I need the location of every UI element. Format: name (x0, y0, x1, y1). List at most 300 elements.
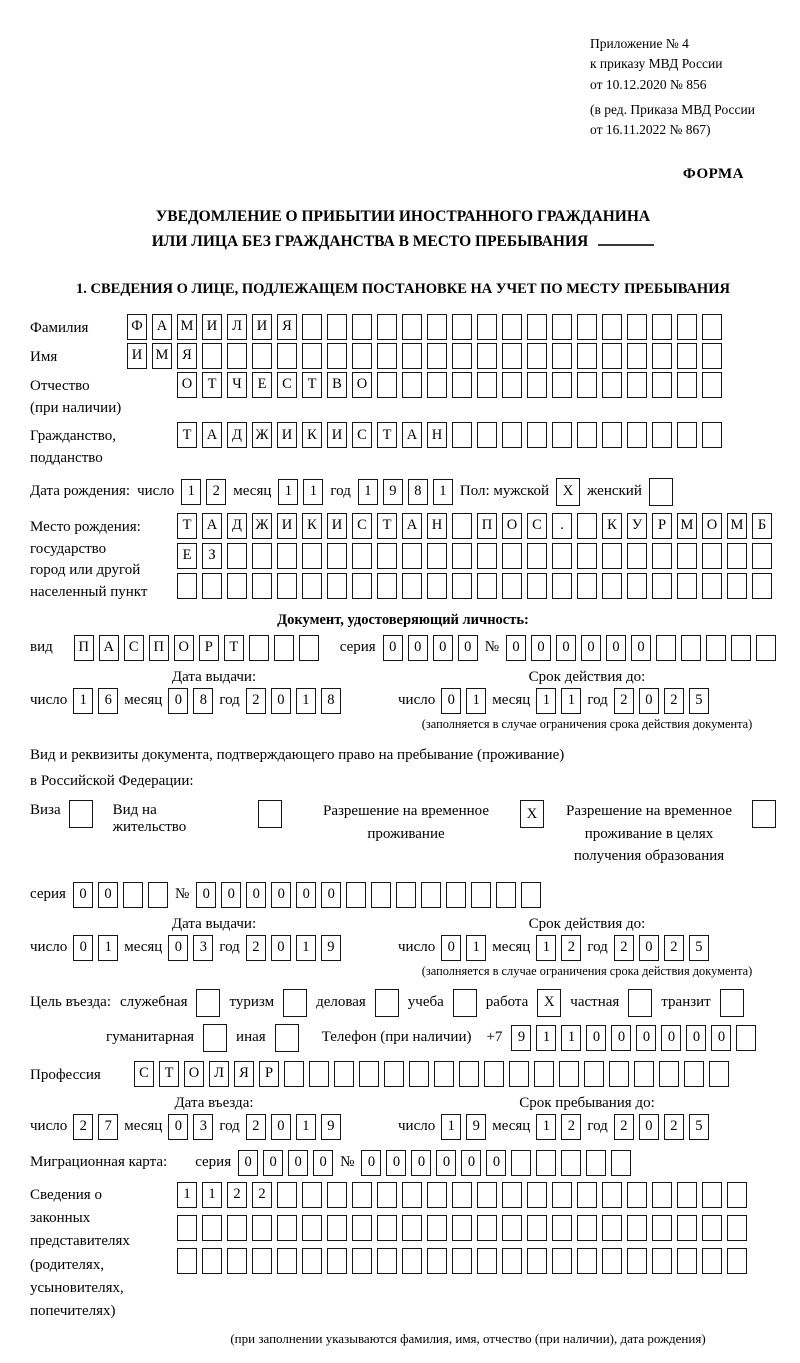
form-cell[interactable]: 2 (252, 1182, 272, 1208)
form-cell[interactable]: О (502, 513, 522, 539)
form-cell[interactable]: 8 (193, 688, 213, 714)
form-cell[interactable] (274, 635, 294, 661)
form-cell[interactable]: 0 (271, 688, 291, 714)
form-cell[interactable] (602, 314, 622, 340)
form-cell[interactable]: 0 (461, 1150, 481, 1176)
form-cell[interactable]: Ч (227, 372, 247, 398)
form-cell[interactable] (577, 513, 597, 539)
form-cell[interactable]: 2 (664, 1114, 684, 1140)
form-cell[interactable] (377, 372, 397, 398)
form-cell[interactable]: К (302, 422, 322, 448)
form-cell[interactable] (302, 573, 322, 599)
form-cell[interactable]: 0 (386, 1150, 406, 1176)
form-cell[interactable]: С (527, 513, 547, 539)
form-cell[interactable] (527, 573, 547, 599)
form-cell[interactable] (427, 343, 447, 369)
form-cell[interactable] (677, 573, 697, 599)
form-cell[interactable]: 2 (664, 935, 684, 961)
form-cell[interactable]: 0 (196, 882, 216, 908)
form-cell[interactable] (452, 372, 472, 398)
form-cell[interactable] (659, 1061, 679, 1087)
form-cell[interactable]: 1 (561, 688, 581, 714)
form-cell[interactable] (527, 1182, 547, 1208)
form-cell[interactable] (258, 800, 282, 828)
form-cell[interactable] (552, 1182, 572, 1208)
form-cell[interactable] (452, 1215, 472, 1241)
form-cell[interactable]: 0 (686, 1025, 706, 1051)
form-cell[interactable] (227, 543, 247, 569)
form-cell[interactable]: Я (234, 1061, 254, 1087)
form-cell[interactable]: 8 (321, 688, 341, 714)
form-cell[interactable] (577, 543, 597, 569)
form-cell[interactable]: О (702, 513, 722, 539)
form-cell[interactable] (434, 1061, 454, 1087)
form-cell[interactable]: 1 (561, 1025, 581, 1051)
form-cell[interactable]: 0 (486, 1150, 506, 1176)
form-cell[interactable] (302, 343, 322, 369)
form-cell[interactable] (559, 1061, 579, 1087)
form-cell[interactable]: 9 (383, 479, 403, 505)
form-cell[interactable]: Р (199, 635, 219, 661)
form-cell[interactable]: 1 (536, 688, 556, 714)
form-cell[interactable] (602, 1248, 622, 1274)
form-cell[interactable] (602, 422, 622, 448)
form-cell[interactable] (577, 314, 597, 340)
form-cell[interactable] (427, 1248, 447, 1274)
form-cell[interactable] (446, 882, 466, 908)
form-cell[interactable] (634, 1061, 654, 1087)
form-cell[interactable]: И (277, 422, 297, 448)
form-cell[interactable]: Д (227, 422, 247, 448)
form-cell[interactable] (527, 343, 547, 369)
form-cell[interactable]: Т (224, 635, 244, 661)
form-cell[interactable] (302, 1248, 322, 1274)
form-cell[interactable] (384, 1061, 404, 1087)
form-cell[interactable]: О (174, 635, 194, 661)
form-cell[interactable] (327, 1182, 347, 1208)
form-cell[interactable]: 0 (321, 882, 341, 908)
form-cell[interactable] (402, 1248, 422, 1274)
form-cell[interactable]: С (352, 422, 372, 448)
form-cell[interactable] (277, 543, 297, 569)
form-cell[interactable] (327, 1215, 347, 1241)
form-cell[interactable]: 0 (433, 635, 453, 661)
form-cell[interactable]: 2 (664, 688, 684, 714)
form-cell[interactable]: 0 (441, 688, 461, 714)
form-cell[interactable] (702, 343, 722, 369)
form-cell[interactable] (327, 314, 347, 340)
form-cell[interactable]: Я (177, 343, 197, 369)
form-cell[interactable] (346, 882, 366, 908)
form-cell[interactable] (377, 543, 397, 569)
form-cell[interactable] (352, 543, 372, 569)
form-cell[interactable]: 0 (73, 882, 93, 908)
form-cell[interactable] (752, 800, 776, 828)
form-cell[interactable] (477, 422, 497, 448)
form-cell[interactable]: М (677, 513, 697, 539)
form-cell[interactable] (577, 1182, 597, 1208)
form-cell[interactable] (123, 882, 143, 908)
form-cell[interactable] (252, 573, 272, 599)
form-cell[interactable] (148, 882, 168, 908)
form-cell[interactable]: 0 (383, 635, 403, 661)
form-cell[interactable] (196, 989, 220, 1017)
form-cell[interactable]: 1 (202, 1182, 222, 1208)
form-cell[interactable] (502, 422, 522, 448)
form-cell[interactable] (702, 543, 722, 569)
form-cell[interactable] (69, 800, 93, 828)
form-cell[interactable] (727, 1182, 747, 1208)
form-cell[interactable]: 0 (313, 1150, 333, 1176)
form-cell[interactable] (727, 1215, 747, 1241)
form-cell[interactable] (249, 635, 269, 661)
form-cell[interactable]: 5 (689, 1114, 709, 1140)
form-cell[interactable] (652, 1248, 672, 1274)
form-cell[interactable]: 0 (606, 635, 626, 661)
form-cell[interactable]: 0 (441, 935, 461, 961)
form-cell[interactable]: М (152, 343, 172, 369)
form-cell[interactable]: С (134, 1061, 154, 1087)
form-cell[interactable] (452, 573, 472, 599)
form-cell[interactable] (652, 1182, 672, 1208)
form-cell[interactable]: 0 (361, 1150, 381, 1176)
form-cell[interactable] (352, 1182, 372, 1208)
form-cell[interactable]: А (99, 635, 119, 661)
form-cell[interactable]: Ф (127, 314, 147, 340)
form-cell[interactable]: 6 (98, 688, 118, 714)
form-cell[interactable]: 2 (73, 1114, 93, 1140)
form-cell[interactable]: 0 (581, 635, 601, 661)
form-cell[interactable] (756, 635, 776, 661)
form-cell[interactable] (177, 1248, 197, 1274)
form-cell[interactable]: М (727, 513, 747, 539)
form-cell[interactable]: А (402, 513, 422, 539)
form-cell[interactable] (534, 1061, 554, 1087)
form-cell[interactable] (327, 1248, 347, 1274)
form-cell[interactable] (375, 989, 399, 1017)
form-cell[interactable] (396, 882, 416, 908)
form-cell[interactable]: П (149, 635, 169, 661)
form-cell[interactable]: З (202, 543, 222, 569)
form-cell[interactable] (527, 422, 547, 448)
form-cell[interactable]: 8 (408, 479, 428, 505)
form-cell[interactable] (203, 1024, 227, 1052)
form-cell[interactable] (284, 1061, 304, 1087)
form-cell[interactable]: И (127, 343, 147, 369)
form-cell[interactable]: А (152, 314, 172, 340)
form-cell[interactable] (421, 882, 441, 908)
form-cell[interactable] (227, 573, 247, 599)
form-cell[interactable]: 0 (531, 635, 551, 661)
form-cell[interactable] (452, 343, 472, 369)
form-cell[interactable]: 0 (168, 688, 188, 714)
form-cell[interactable] (471, 882, 491, 908)
form-cell[interactable]: И (252, 314, 272, 340)
form-cell[interactable] (577, 422, 597, 448)
form-cell[interactable]: 1 (296, 688, 316, 714)
form-cell[interactable] (727, 1248, 747, 1274)
form-cell[interactable]: 2 (561, 1114, 581, 1140)
form-cell[interactable]: 0 (436, 1150, 456, 1176)
form-cell[interactable] (527, 1248, 547, 1274)
form-cell[interactable]: 0 (288, 1150, 308, 1176)
form-cell[interactable] (453, 989, 477, 1017)
form-cell[interactable]: 2 (614, 1114, 634, 1140)
form-cell[interactable] (656, 635, 676, 661)
form-cell[interactable]: Я (277, 314, 297, 340)
form-cell[interactable] (327, 343, 347, 369)
form-cell[interactable]: 0 (586, 1025, 606, 1051)
form-cell[interactable] (477, 314, 497, 340)
form-cell[interactable]: 1 (278, 479, 298, 505)
form-cell[interactable]: 1 (441, 1114, 461, 1140)
form-cell[interactable] (652, 573, 672, 599)
form-cell[interactable] (452, 1182, 472, 1208)
form-cell[interactable]: Б (752, 513, 772, 539)
form-cell[interactable]: 0 (271, 882, 291, 908)
form-cell[interactable]: 2 (614, 688, 634, 714)
form-cell[interactable]: 0 (639, 1114, 659, 1140)
form-cell[interactable] (602, 343, 622, 369)
form-cell[interactable] (627, 1248, 647, 1274)
form-cell[interactable] (652, 543, 672, 569)
form-cell[interactable]: Р (259, 1061, 279, 1087)
form-cell[interactable] (459, 1061, 479, 1087)
form-cell[interactable] (727, 543, 747, 569)
form-cell[interactable] (402, 372, 422, 398)
form-cell[interactable] (702, 1248, 722, 1274)
form-cell[interactable]: Т (159, 1061, 179, 1087)
form-cell[interactable]: 0 (296, 882, 316, 908)
form-cell[interactable]: Т (377, 513, 397, 539)
form-cell[interactable] (275, 1024, 299, 1052)
form-cell[interactable] (427, 543, 447, 569)
form-cell[interactable] (352, 573, 372, 599)
form-cell[interactable] (477, 543, 497, 569)
form-cell[interactable]: 1 (296, 1114, 316, 1140)
form-cell[interactable] (477, 343, 497, 369)
form-cell[interactable] (552, 573, 572, 599)
form-cell[interactable] (684, 1061, 704, 1087)
form-cell[interactable]: 5 (689, 688, 709, 714)
form-cell[interactable] (402, 314, 422, 340)
form-cell[interactable]: X (520, 800, 544, 828)
form-cell[interactable] (677, 1248, 697, 1274)
form-cell[interactable] (302, 1215, 322, 1241)
form-cell[interactable]: Т (202, 372, 222, 398)
form-cell[interactable] (402, 1182, 422, 1208)
form-cell[interactable] (677, 1215, 697, 1241)
form-cell[interactable]: Р (652, 513, 672, 539)
form-cell[interactable] (602, 372, 622, 398)
form-cell[interactable] (252, 343, 272, 369)
form-cell[interactable]: Н (427, 422, 447, 448)
form-cell[interactable] (577, 1248, 597, 1274)
form-cell[interactable] (521, 882, 541, 908)
form-cell[interactable]: 1 (466, 688, 486, 714)
form-cell[interactable]: 0 (711, 1025, 731, 1051)
form-cell[interactable] (352, 1215, 372, 1241)
form-cell[interactable] (402, 573, 422, 599)
form-cell[interactable] (277, 1248, 297, 1274)
form-cell[interactable]: 1 (433, 479, 453, 505)
form-cell[interactable]: 0 (611, 1025, 631, 1051)
form-cell[interactable]: 1 (536, 935, 556, 961)
form-cell[interactable] (702, 314, 722, 340)
form-cell[interactable] (627, 1182, 647, 1208)
form-cell[interactable]: 2 (246, 1114, 266, 1140)
form-cell[interactable]: Л (227, 314, 247, 340)
form-cell[interactable] (352, 1248, 372, 1274)
form-cell[interactable] (709, 1061, 729, 1087)
form-cell[interactable] (327, 543, 347, 569)
form-cell[interactable] (677, 372, 697, 398)
form-cell[interactable]: 1 (536, 1025, 556, 1051)
form-cell[interactable] (527, 543, 547, 569)
form-cell[interactable] (427, 573, 447, 599)
form-cell[interactable] (552, 1248, 572, 1274)
form-cell[interactable] (452, 1248, 472, 1274)
form-cell[interactable]: О (184, 1061, 204, 1087)
form-cell[interactable]: 0 (263, 1150, 283, 1176)
form-cell[interactable]: 3 (193, 935, 213, 961)
form-cell[interactable]: 0 (458, 635, 478, 661)
form-cell[interactable] (252, 543, 272, 569)
form-cell[interactable]: С (124, 635, 144, 661)
form-cell[interactable] (377, 343, 397, 369)
form-cell[interactable] (352, 314, 372, 340)
form-cell[interactable] (452, 513, 472, 539)
form-cell[interactable] (502, 343, 522, 369)
form-cell[interactable]: 0 (98, 882, 118, 908)
form-cell[interactable] (677, 1182, 697, 1208)
form-cell[interactable] (677, 543, 697, 569)
form-cell[interactable] (283, 989, 307, 1017)
form-cell[interactable]: Т (177, 513, 197, 539)
form-cell[interactable] (427, 1182, 447, 1208)
form-cell[interactable] (702, 573, 722, 599)
form-cell[interactable]: 2 (246, 935, 266, 961)
form-cell[interactable]: 1 (466, 935, 486, 961)
form-cell[interactable] (552, 422, 572, 448)
form-cell[interactable] (327, 573, 347, 599)
form-cell[interactable]: 0 (168, 935, 188, 961)
form-cell[interactable] (227, 1215, 247, 1241)
form-cell[interactable] (377, 573, 397, 599)
form-cell[interactable] (227, 1248, 247, 1274)
form-cell[interactable]: 2 (246, 688, 266, 714)
form-cell[interactable] (352, 343, 372, 369)
form-cell[interactable] (359, 1061, 379, 1087)
form-cell[interactable]: 1 (181, 479, 201, 505)
form-cell[interactable]: Т (177, 422, 197, 448)
form-cell[interactable] (502, 1215, 522, 1241)
form-cell[interactable]: 2 (614, 935, 634, 961)
form-cell[interactable] (177, 1215, 197, 1241)
form-cell[interactable] (202, 1215, 222, 1241)
form-cell[interactable] (409, 1061, 429, 1087)
form-cell[interactable] (731, 635, 751, 661)
form-cell[interactable] (502, 1182, 522, 1208)
form-cell[interactable] (552, 1215, 572, 1241)
form-cell[interactable]: 0 (636, 1025, 656, 1051)
form-cell[interactable] (627, 543, 647, 569)
form-cell[interactable] (552, 314, 572, 340)
form-cell[interactable] (496, 882, 516, 908)
form-cell[interactable]: 2 (227, 1182, 247, 1208)
form-cell[interactable]: 1 (358, 479, 378, 505)
form-cell[interactable] (527, 1215, 547, 1241)
form-cell[interactable] (602, 1215, 622, 1241)
form-cell[interactable] (627, 1215, 647, 1241)
form-cell[interactable]: 0 (168, 1114, 188, 1140)
form-cell[interactable] (652, 372, 672, 398)
form-cell[interactable] (427, 314, 447, 340)
form-cell[interactable] (552, 343, 572, 369)
form-cell[interactable] (402, 343, 422, 369)
form-cell[interactable] (252, 1248, 272, 1274)
form-cell[interactable]: С (277, 372, 297, 398)
form-cell[interactable]: 5 (689, 935, 709, 961)
form-cell[interactable]: 9 (321, 935, 341, 961)
form-cell[interactable] (702, 422, 722, 448)
form-cell[interactable]: О (177, 372, 197, 398)
form-cell[interactable] (527, 372, 547, 398)
form-cell[interactable]: 0 (556, 635, 576, 661)
form-cell[interactable]: И (327, 513, 347, 539)
form-cell[interactable]: П (74, 635, 94, 661)
form-cell[interactable]: Т (377, 422, 397, 448)
form-cell[interactable] (309, 1061, 329, 1087)
form-cell[interactable] (377, 1215, 397, 1241)
form-cell[interactable] (202, 1248, 222, 1274)
form-cell[interactable] (502, 573, 522, 599)
form-cell[interactable] (502, 1248, 522, 1274)
form-cell[interactable]: 0 (73, 935, 93, 961)
form-cell[interactable]: В (327, 372, 347, 398)
form-cell[interactable] (509, 1061, 529, 1087)
form-cell[interactable] (652, 314, 672, 340)
form-cell[interactable]: 1 (98, 935, 118, 961)
form-cell[interactable] (628, 989, 652, 1017)
form-cell[interactable] (681, 635, 701, 661)
form-cell[interactable] (727, 573, 747, 599)
form-cell[interactable] (277, 1215, 297, 1241)
form-cell[interactable] (577, 343, 597, 369)
form-cell[interactable] (302, 543, 322, 569)
form-cell[interactable] (652, 1215, 672, 1241)
form-cell[interactable] (677, 314, 697, 340)
form-cell[interactable]: 1 (536, 1114, 556, 1140)
form-cell[interactable] (736, 1025, 756, 1051)
form-cell[interactable]: Н (427, 513, 447, 539)
form-cell[interactable] (577, 372, 597, 398)
form-cell[interactable] (477, 372, 497, 398)
form-cell[interactable] (371, 882, 391, 908)
form-cell[interactable] (577, 1215, 597, 1241)
form-cell[interactable] (252, 1215, 272, 1241)
form-cell[interactable]: 0 (639, 935, 659, 961)
form-cell[interactable] (552, 543, 572, 569)
form-cell[interactable] (677, 343, 697, 369)
form-cell[interactable] (652, 422, 672, 448)
form-cell[interactable]: 0 (271, 1114, 291, 1140)
form-cell[interactable] (702, 372, 722, 398)
form-cell[interactable] (452, 422, 472, 448)
form-cell[interactable]: К (602, 513, 622, 539)
form-cell[interactable]: О (352, 372, 372, 398)
form-cell[interactable]: 9 (466, 1114, 486, 1140)
